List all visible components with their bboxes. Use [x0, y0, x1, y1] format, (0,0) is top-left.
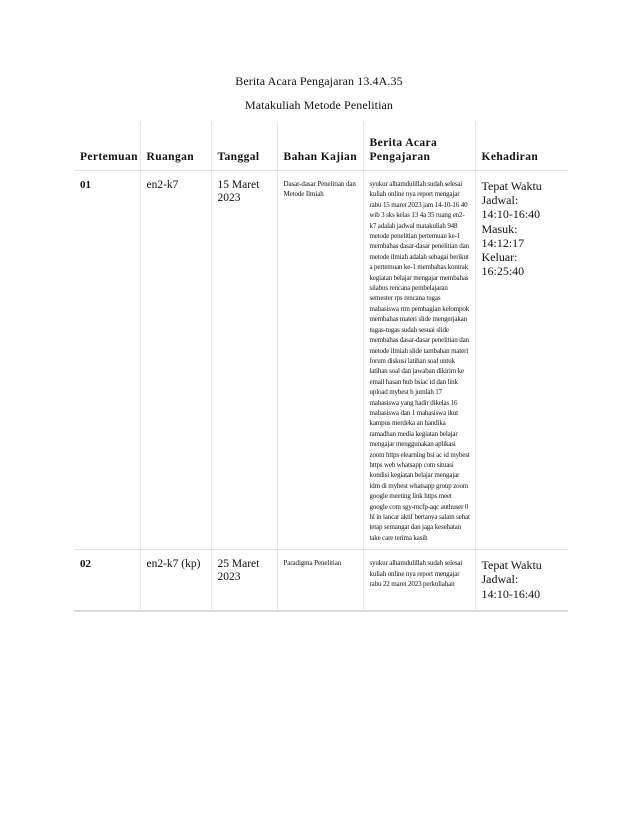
attendance-cell: [475, 171, 568, 550]
table-header-row: [74, 122, 568, 171]
schedule-label: Jadwal:: [481, 572, 519, 587]
attendance-status: Tepat Waktu: [481, 179, 542, 193]
check-out-label: Keluar:: [481, 250, 518, 265]
topic-cell: Paradigma Penelitian: [277, 550, 363, 612]
document-title: Berita Acara Pengajaran 13.4A.35: [235, 74, 403, 88]
header-meeting: Pertemuan: [74, 122, 140, 171]
check-in-label: Masuk:: [481, 221, 518, 236]
teaching-log-table: [74, 122, 568, 612]
minutes-text: syukur alhamdulillah sudah selesai kuliah online nya report mengajar rabu 22 maret 2023 perkuliahan: [369, 559, 463, 589]
date-cell: 15 Maret 2023: [211, 171, 277, 550]
attendance-cell: [475, 550, 568, 612]
topic-cell: Dasar-dasar Penelitian dan Metode Ilmiah: [277, 171, 363, 550]
check-out-time: 16:25:40: [481, 264, 525, 279]
minutes-cell: syukur alhamdulillah sudah selesai kuliah online nya report mengajar rabu 15 maret 2023 jam 14-10-16 40 wib 3 sks kelas 13 4a 35 ruang en2-k7 adalah jadwal matakuliah 948 metode penelitian pertemuan ke-1 membahas dasar-dasar penelitian dan metode ilmiah adalah sebagai berikut a pertemuan ke-1 membahas kontrak kegiatan belajar mengajar membahas silabus rencana pembelajaran semester rps rencana tugas mahasiswa rtm pembagian kelompok membahas materi slide mengerjakan tugas-tugas sudah sesuai slide membahas dasar-dasar penelitian dan metode ilmiah slide tambahan materi forum diskusi latihan soal untuk latihan soal dan jawaban dikirim ke email hasan hub bsiac id dan link upload mybest b jumlah 17 mahasiswa yang hadir dikelas 16 mahasiswa dan 1 mahasiswa ikut kampus merdeka an handika ramadhan media kegiatan belajar mengajar menggunakan aplikasi zoom https elearning bsi ac id mybest https web whatsapp com situasi kondisi kegiatan belajar mengajar ldm di mybest whatsapp group zoom google meeting link https meet google com sgy-mcfp-aqc authuser 0 hl in lancar aktif bertanya salam sehat tetap semangat dan jaga kesehatan take care terima kasih: [363, 171, 475, 550]
attendance-status: Tepat Waktu: [481, 558, 542, 573]
header-attendance: Kehadiran: [481, 151, 539, 163]
meeting-number: 02: [74, 550, 140, 612]
header-minutes: Berita Acara Pengajaran: [363, 122, 475, 171]
schedule-label: Jadwal:: [481, 193, 519, 208]
date-cell: 25 Maret 2023: [211, 550, 277, 612]
header-room: Ruangan: [140, 122, 211, 171]
document-subtitle: Matakuliah Metode Penelitian: [244, 98, 394, 112]
schedule-time: 14:10-16:40: [481, 207, 541, 222]
meeting-number: 01: [74, 171, 140, 550]
table-row: [74, 171, 568, 550]
schedule-time: 14:10-16:40: [481, 586, 541, 601]
room-cell: en2-k7 (kp): [140, 550, 211, 612]
table-row: [74, 550, 568, 612]
header-date: Tanggal: [211, 122, 277, 171]
minutes-cell: [363, 550, 475, 612]
check-in-time: 14:12:17: [481, 235, 525, 250]
room-cell: en2-k7: [140, 171, 211, 550]
header-topic: Bahan Kajian: [277, 122, 363, 171]
